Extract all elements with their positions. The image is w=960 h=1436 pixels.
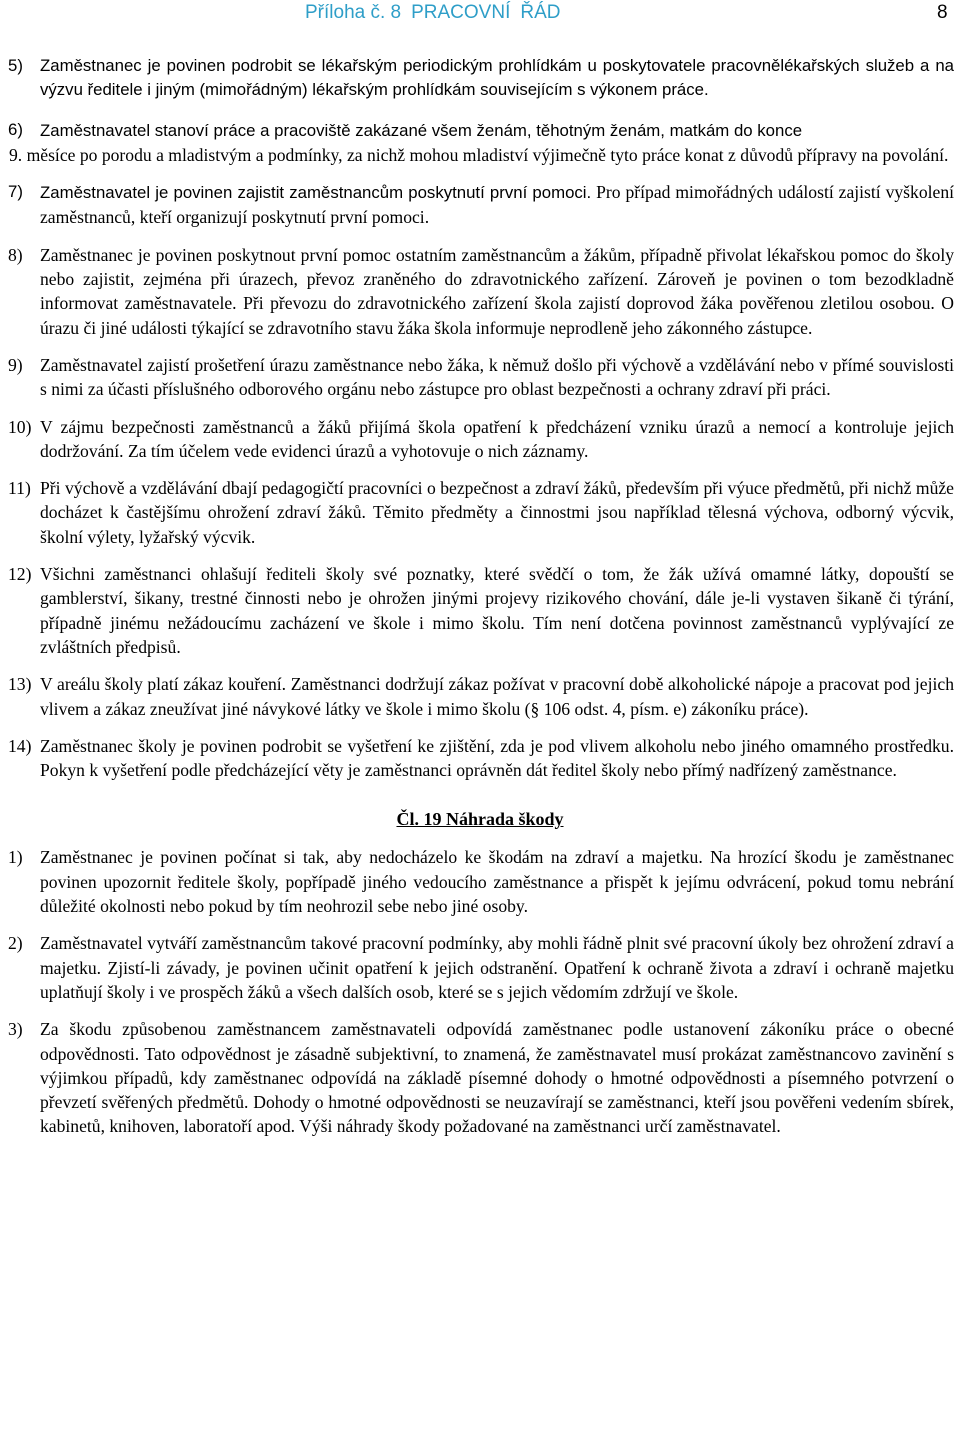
item-number: 13) xyxy=(8,674,32,695)
item-number: 11) xyxy=(8,478,31,499)
item-number: 9) xyxy=(8,354,23,375)
item-number: 3) xyxy=(8,1019,23,1040)
item-text: Při výchově a vzdělávání dbají pedagogičtí pracovníci o bezpečnost a zdraví žáků, především při výuce předmětů, při nichž může docházet k častějšímu ohrožení zdraví žáků. Těmito předměty a činnostmi jsou například tělesná výchova, odborný výcvik, školní výlety, lyžařský výcvik. xyxy=(40,478,954,547)
item-number: 5) xyxy=(8,56,23,75)
page-header xyxy=(0,0,960,30)
document-body xyxy=(0,54,960,1139)
item-text: Zaměstnavatel je povinen zajistit zaměstnancům poskytnutí první pomoci. xyxy=(40,183,592,203)
item-text: Zaměstnavatel zajistí prošetření úrazu zaměstnance nebo žáka, k němuž došlo při výchově a vzdělávání nebo v přímé souvislosti s nimi za účasti příslušného odborového orgánu nebo zástupce pro oblast bezpečnosti a ochrany zdraví při práci. xyxy=(40,354,954,400)
item-text: V areálu školy platí zákaz kouření. Zaměstnanci dodržují zákaz požívat v pracovní době alkoholické nápoje a pracovat pod jejich vlivem a zákaz zneužívat jiné návykové látky ve škole i mimo školu (§ 106 odst. 4, písm. e) zákoníku práce). xyxy=(40,674,954,719)
item-text: Zaměstnavatel vytváří zaměstnancům takové pracovní podmínky, aby mohli řádně plnit své pracovní úkoly bez ohrožení zdraví a majetku. Zjistí-li závady, je povinen učinit opatření k jejich odstranění. Opatření k ochraně života a zdraví i ochraně majetku uplatňují školy i ve prospěch žáků a všech dalších osob, které se s jejich vědomím zdržují ve škole. xyxy=(40,933,954,1002)
list-item-5 xyxy=(0,54,960,103)
page-number: 8 xyxy=(937,2,948,23)
item-text: Všichni zaměstnanci ohlašují řediteli školy své poznatky, které svědčí o tom, že žák užívá omamné látky, dopouští se gamblerství, šikany, trestné činnosti nebo je ohrožen jinými projevy rizikového chování, dále je-li vystaven šikaně či týrání, případně jinému nežádoucímu zacházení ve škole i mimo školu. Tím není dotčena povinnost zaměstnanců vyplývající ze zvláštních předpisů. xyxy=(40,564,954,657)
header-title-part3: ŘÁD xyxy=(520,2,561,23)
item-text-continuation: Pro případ mimořádných událostí zajistí vyškolení zaměstnanců, kteří organizují poskytnutí první pomoci. xyxy=(40,182,955,228)
item-text-continuation: 9. měsíce po porodu a mladistvým a podmínky, za nichž mohou mladiství výjimečně tyto práce konat z důvodů přípravy na povolání. xyxy=(9,144,949,165)
list-item-12 xyxy=(0,562,960,659)
list-item-9 xyxy=(0,353,960,402)
list-item-8 xyxy=(0,243,960,340)
item-text: Za škodu způsobenou zaměstnancem zaměstnavateli odpovídá zaměstnanec podle ustanovení zákoníku práce o obecné odpovědnosti. Tato odpovědnost je zásadně subjektivní, to znamená, že zaměstnavatel musí prokázat zaměstnancovo zavinění s výjimkou případů, kdy zaměstnanec odpovídá na základě písemné dohody o hmotné odpovědnosti a písemného potvrzení o převzetí svěřených předmětů. Dohody o hmotné odpovědnosti se neuzavírají se zaměstnanci, kteří jsou pověřeni vedením sbírek, kabinetů, knihoven, laboratoří apod. Výši náhrady škody požadované na zaměstnanci určí zaměstnavatel. xyxy=(40,1019,954,1137)
list-item-7 xyxy=(0,180,960,230)
list-item-3 xyxy=(0,1017,960,1138)
list-item-10 xyxy=(0,415,960,464)
header-title-part1: Příloha č. 8 xyxy=(305,2,402,23)
item-number: 12) xyxy=(8,564,32,585)
item-text: Zaměstnanec školy je povinen podrobit se vyšetření ke zjištění, zda je pod vlivem alkoholu nebo jiného omamného prostředku. Pokyn k vyšetření podle předcházející věty je zaměstnanci oprávněn dát ředitel školy nebo přímý nadřízený zaměstnance. xyxy=(40,735,954,781)
item-text: V zájmu bezpečnosti zaměstnanců a žáků přijímá škola opatření k předcházení vzniku úrazů a nemocí a kontroluje jejich dodržování. Za tím účelem vede evidenci úrazů a vyhotovuje o nich záznamy. xyxy=(40,416,954,461)
item-number: 6) xyxy=(8,119,23,139)
item-text: Zaměstnavatel stanoví práce a pracoviště zakázané všem ženám, těhotným ženám, matkám do konce xyxy=(40,120,803,140)
item-number: 2) xyxy=(8,933,23,954)
header-title-part2: PRACOVNÍ xyxy=(411,2,511,23)
list-item-2 xyxy=(0,931,960,1004)
list-item-6 xyxy=(0,118,960,168)
item-number: 7) xyxy=(8,182,23,202)
item-text: Zaměstnanec je povinen poskytnout první pomoc ostatním zaměstnancům a žákům, případně přivolat lékařskou pomoc do školy nebo zajistit, zejména při úrazech, převoz zraněného do zdravotnického zařízení. Zároveň je povinen o tom bezodkladně informovat zaměstnavatele. Při převozu do zdravotnického zařízení škola zajistí doprovod žáka pověřenou zletilou osobou. O úrazu či jiné události týkající se zdravotního stavu žáka škola informuje neprodleně jeho zákonného zástupce. xyxy=(40,244,954,338)
header-title xyxy=(305,2,560,24)
section-title: Čl. 19 Náhrada škody xyxy=(396,809,564,830)
list-item-1 xyxy=(0,845,960,918)
item-number: 1) xyxy=(8,847,23,868)
list-item-13 xyxy=(0,672,960,721)
item-text: Zaměstnanec je povinen počínat si tak, aby nedocházelo ke škodám na zdraví a majetku. Na hrozící škodu je zaměstnanec povinen upozornit ředitele školy, popřípadě jiného vedoucího zaměstnance a přispět k jejímu odvrácení, pokud tomu nebrání důležité okolnosti nebo pokud by tím neohrozil sebe nebo jiné osoby. xyxy=(40,847,954,917)
item-number: 10) xyxy=(8,416,32,437)
item-number: 14) xyxy=(8,735,32,756)
list-item-11 xyxy=(0,476,960,549)
list-item-14 xyxy=(0,734,960,783)
item-text: Zaměstnanec je povinen podrobit se lékařským periodickým prohlídkám u poskytovatele pracovnělékařských služeb a na výzvu ředitele i jiným (mimořádným) lékařským prohlídkám souvisejícím s výkonem práce. xyxy=(40,56,954,100)
item-number: 8) xyxy=(8,244,23,265)
